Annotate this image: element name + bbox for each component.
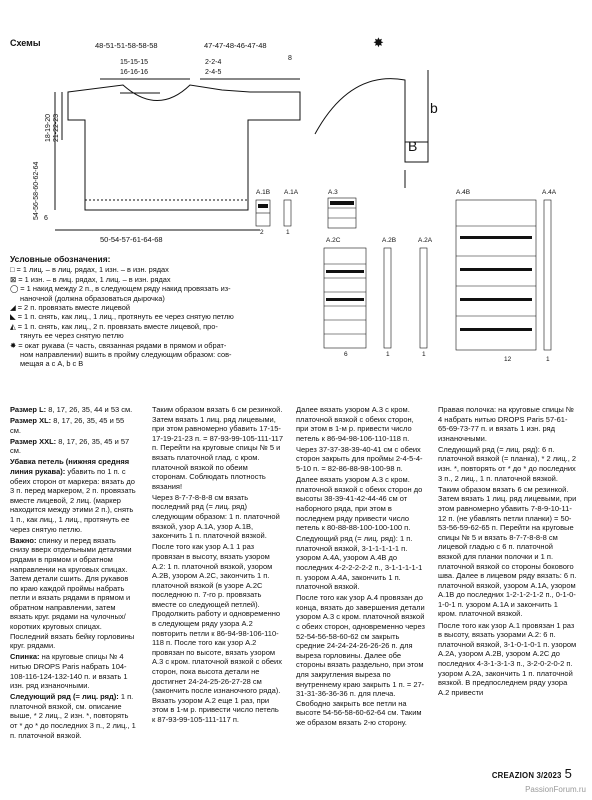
dim-shoulder-a: 2-2-4 [205,59,222,66]
star-icon: ✸ [10,340,17,350]
dim-neck-2: 16-16-16 [120,69,149,76]
text-column-3: Далее вязать узором A.3 с кром. платочной вязкой с обеих сторон, при этом в 1-м р. привести число петель к 86-94-98-106-110-118 п. Через 37-37-38-39-40-41 см с обеих сторон закрыть для проймы 2-4-5-4-5-10 п. = 82-86-88-98-100-98 п. Далее вязать узором A.3 с кром. платочной вязкой с обеих сторон до высоты 38-39-41-42-44-46 см от наборного ряда, при этом в последнем ряду привести число петель к 80-88-88-100-100-100 п. Следующий ряд (= лиц. ряд): 1 п. платочной вязкой, 3-1-1-1-1-1 п. узором A.4A, узором A.4B до последних 4-2-2-2-2-2 п., 3-1-1-1-1-1 п. узором A.4A, закончить 1 п. платочной вязкой. После того как узор A.4 провязан до конца, вязать до завершения детали узором A.3 с кром. платочной вязкой с обеих сторон, одновременно через 52-54-56-58-60-62 см закрыть средние 24-24-24-26-26-26 п. для выреза горловины. Далее обе стороны вязать раздельно, при этом для закругления выреза по внутреннему краю закрыть 1 п. = 27-31-31-36-36-36 п. для плеча. Свободно закрыть все петли на высоте 54-56-58-60-62-64 см. Таким же образом вязать 2-ю сторону. [296,405,425,727]
chart-a3-label: A.3 [328,189,338,196]
legend-item: ном направлении) вшить в пройму следующим образом: сов- [20,350,232,360]
skp-icon: ◣ [10,312,16,322]
yarn-over-icon: ◯ [10,284,19,294]
page-title: Схемы [10,38,41,48]
chart-a1a-label: A.1A [284,189,299,196]
legend-item: = 1 п. снять, как лиц., 1 лиц., протянуть ее через снятую петлю [17,312,234,322]
dim-sleeve-length: 47-47-48-46-47-48 [204,41,267,50]
dim-armhole-1: 18-19-20 [45,113,52,142]
legend-item: наночной (должна образоваться дырочка) [20,293,165,303]
legend-item: мещая a с A, b с B [20,359,84,369]
chart-a2a-label: A.2A [418,237,433,244]
legend-item: = окат рукава (= часть, связанная рядами в прямом и обрат- [18,340,227,350]
chart-a2c-label: A.2C [326,237,341,244]
legend-item: = 1 накид между 2 п., в следующем ряду накид провязать из- [20,284,231,294]
legend [10,255,310,369]
dim-sleeve-cuff: 8 [288,55,292,62]
dim-shoulder-b: 2-4-5 [205,69,222,76]
sk2p-icon: ◭ [10,321,16,331]
legend-item: = 1 лиц. – в лиц. рядах, 1 изн. – в изн. рядах [16,265,169,275]
chart-a4b-width: 12 [504,356,512,363]
dim-armhole-2: 21-22-23 [53,113,60,142]
chart-a1b-label: A.1B [256,189,271,196]
chart-a4a-width: 1 [546,356,550,363]
text-column-1: Размер L: 8, 17, 26, 35, 44 и 53 см. Размер XL: 8, 17, 26, 35, 45 и 55 см. Размер XXL: 8, 17, 26, 35, 45 и 57 см. Убавка петель (нижняя средняя линия рукава): убавить по 1 п. с обеих сторон от маркера: вязать до 3 п. перед маркером, 2 п. провязать вместе лицевой, 2 лиц. (маркер находится между этими 2 п.), снять 1 п., как лиц., 1 лиц., протянуть ее через снятую петлю. Важно: спинку и перед вязать снизу вверх отдельными деталями рядами в прямом и обратном направлении на круговых спицах. Затем детали сшить. Для рукавов по краю каждой проймы набрать петли и вязать рядами в прямом и обратном направлении, затем вязать круг. рядами на чулочных/коротких круговых спицах. Последний вязать бейку горловины круг. рядами. Спинка: на круговые спицы № 4 нитью DROPS Paris набрать 104-108-116-124-132-140 п. и вязать 1 изн. ряд изнаночными. Следующий ряд (= лиц. ряд): 1 п. платочной вязкой, см. описание выше, * 2 лиц., 2 изн. *, повторять от * до * до последних 3 п., 2 лиц., 1 п. платочной вязкой. [10,405,136,740]
knit-square-icon: □ [10,265,15,275]
legend-title: Условные обозначения: [10,254,111,264]
legend-item: = 2 п. провязать вместе лицевой [17,303,131,313]
legend-item: = 1 п. снять, как лиц., 2 п. провязать вместе лицевой, про- [17,321,218,331]
chart-a2a-width: 1 [422,351,426,358]
chart-a2b-label: A.2B [382,237,397,244]
purl-x-icon: ⊠ [10,274,17,284]
chart-a1b-width: 2 [260,229,264,236]
text-column-4: Правая полочка: на круговые спицы № 4 набрать нитью DROPS Paris 57-61-65-69-73-77 п. и вязать 1 изн. ряд изнаночными. Следующий ряд (= лиц. ряд): 6 п. платочной вязкой (= планка), * 2 лиц., 2 изн. *, повторять от * до * до последних 3 п., 2 лиц., 1 п. платочной вязкой. Таким образом вязать 6 см резинкой. Затем вязать 1 лиц. ряд лицевыми, при этом равномерно убавить 7-8-9-10-11-12 п. (не убавлять петли планки) = 50-53-56-59-62-65 п. Перейти на круговые спицы № 5 и вязать 8-7-7-8-8-8 см лицевой гладью с 6 п. платочной вязкой для планки полочки и 1 п. платочной вязкой со стороны бокового шва. Далее в лицевом ряду вязать: 6 п. платочной вязкой, узором A.1A, узором A.1B до последних 1-2-1-2-1-2 п., 0-1-0-1-0-1 п. узором A.1A и закончить 1 кром. платочной вязкой. После того как узор A.1 провязан 1 раз в высоту, вязать узорами A.2: 6 п. платочной вязкой, 3-1-0-1-0-1 п. узором A.2A, узором A.2B, узором A.2C до последних 4-3-1-3-1-3 п., 3-2-0-2-0-2 п. узором A.2A, закончить 1 п. платочной вязкой. В предпоследнем ряду узора A.2 привести [438,405,577,697]
chart-a2c-width: 6 [344,351,348,358]
text-column-2: Таким образом вязать 6 см резинкой. Затем вязать 1 лиц. ряд лицевыми, при этом равномерно убавить 17-15-17-19-21-23 п. = 87-93-99-105-111-117 п. Перейти на круговые спицы № 5 и вязать платочной глад. с кром. платочной вязкой по обеим сторонам. Соблюдать плотность вязания! Через 8-7-7-8-8-8 см вязать последний ряд (= лиц. ряд) следующим образом: 1 п. платочной вязкой, узор A.1A, узор A.1B, закончить 1 п. платочной вязкой. После того как узор A.1 1 раз провязан в высоту, вязать узором A.2: 1 п. платочной вязкой, узором A.2B, узором A.2C, закончить 1 п. платочной вязкой (в узоре A.2C последнюю п. 7-го р. провязать вместе со следующей петлей). Продолжить работу и одновременно в следующем ряду узора A.2 повторить петли к 86-94-98-106-110-118 п. После того как узор A.2 провязан по высоте, вязать узором A.3 с кром. платочной вязкой с обеих сторон, пока высота детали не достигнет 24-24-25-26-27-28 см (закончить после изнаночного ряда). Вязать узором A.2 еще 1 раз, при этом в 1-м р. привести число петель к 87-93-99-105-111-117 п. [152,405,284,724]
dim-bottom-width: 50-54-57-61-64-68 [100,235,163,244]
watermark: PassionForum.ru [525,785,586,794]
dim-neck-1: 15-15-15 [120,59,149,66]
chart-a1a-width: 1 [286,229,290,236]
dim-body-length: 54-56-58-60-62-64 [33,161,40,220]
page-number: 5 [564,766,572,781]
dim-top-width: 48-51-51-58-58-58 [95,41,158,50]
magazine-issue: CREAZION 3/2023 [491,771,562,780]
chart-a2b-width: 1 [386,351,390,358]
mark-b-small: b [430,100,438,116]
chart-a4a-label: A.4A [542,189,557,196]
chart-a4b-label: A.4B [456,189,471,196]
legend-item: = 1 изн. – в лиц. рядах, 1 лиц. – в изн. рядах [18,274,171,284]
star-icon: ✸ [373,35,384,50]
k2tog-icon: ◢ [10,303,16,313]
page-footer [492,766,572,781]
legend-item: тянуть ее через снятую петлю [20,331,124,341]
mark-b-big: B [408,138,418,154]
dim-rib: 6 [44,215,48,222]
